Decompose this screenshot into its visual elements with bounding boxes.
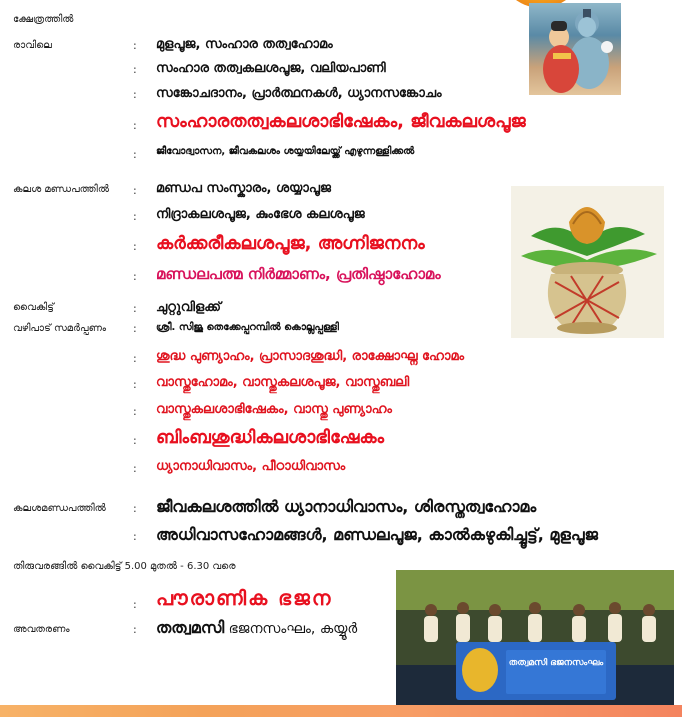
ritual-line-highlight: സംഹാരതത്വകലശാഭിഷേകം, ജീവകലശപൂജ [156,111,526,132]
ritual-line-highlight: ബിംബശുദ്ധികലശാഭിഷേകം [156,427,385,448]
kalasham-pot-icon [511,186,664,338]
ritual-line: സംഹാര തത്വകലശപൂജ, വലിയപാണി [156,61,386,76]
ritual-line: ജീവോദ്വാസന, ജീവകലശം ശയ്യയിലേയ്ക്ക് എഴുന്നള്ളിക്കൽ [156,146,415,157]
colon: : [133,322,137,335]
troupe-scene-icon [396,570,674,705]
performer-group [156,618,357,638]
performer-name: തത്വമസി [156,618,225,637]
ritual-line: വാസ്തുഹോമം, വാസ്തുകലശപൂജ, വാസ്തുബലി [156,375,410,390]
colon: : [133,434,137,447]
colon: : [133,240,137,253]
kalasham-image [511,186,664,338]
ritual-line-highlight: മണ്ഡലപത്മ നിർമ്മാണം, പ്രതിഷ്ഠാഹോമം [156,265,441,283]
section-label-kalasha-mandapam-2: കലശമണ്ഡപത്തിൽ [13,503,106,514]
section-label-thiruvarangu: തിരുവരങ്ങിൽ വൈകിട്ട് 5.00 മുതൽ - 6.30 വരെ [13,561,236,572]
colon: : [133,502,137,515]
colon: : [133,623,137,636]
colon: : [133,598,137,611]
deity-illustration-icon [529,3,621,95]
ritual-line: അധിവാസഹോമങ്ങൾ, മണ്ഡലപൂജ, കാൽകഴുകിച്ചൂട്ട്, മുളപൂജ [156,525,598,544]
section-label-ravile: രാവിലെ [13,40,52,51]
colon: : [133,63,137,76]
colon: : [133,184,137,197]
ritual-line: മുളപൂജ, സംഹാര തത്വഹോമം [156,37,333,52]
colon: : [133,119,137,132]
section-label-kalasha-mandapam: കലശ മണ്ഡപത്തിൽ [13,184,109,195]
performer-place: ഭജനസംഘം, കയ്യൂർ [224,621,358,637]
ritual-line-highlight: കർക്കരീകലശപൂജ, അഗ്നിജനനം [156,233,425,254]
section-label-vaikittu: വൈകിട്ട് [13,302,54,313]
section-label-avatharanam: അവതരണം [13,624,70,635]
ritual-line: നിദ്രാകലശപൂജ, കുംഭേശ കലശപൂജ [156,207,365,222]
section-label-vazhipadu: വഴിപാട് സമർപ്പണം [13,323,107,334]
colon: : [133,210,137,223]
colon: : [133,270,137,283]
bhajan-troupe-photo [396,570,674,705]
bottom-decorative-band [0,705,682,717]
colon: : [133,39,137,52]
offering-sponsor [156,322,339,333]
ritual-line: ധ്യാനാധിവാസം, പീഠാധിവാസം [156,459,346,474]
colon: : [133,378,137,391]
colon: : [133,405,137,418]
colon: : [133,88,137,101]
ritual-line: ജീവകലശത്തിൽ ധ്യാനാധിവാസം, ശിരസ്തത്വഹോമം [156,497,537,516]
shiva-parvati-painting [529,3,621,95]
ritual-line: വാസ്തുകലശാഭിഷേകം, വാസ്തു പുണ്യാഹം [156,402,392,417]
ritual-line: മണ്ഡപ സംസ്കാരം, ശയ്യാപൂജ [156,181,331,196]
sponsor-name: ശ്രീ. സിജു [156,322,204,333]
colon: : [133,530,137,543]
bhajana-title: പൗരാണിക ഭജന [156,586,333,610]
ritual-line: ശുദ്ധ പുണ്യാഹം, പ്രാസാദശുദ്ധി, രാക്ഷോഘ്ന ഹോമം [156,349,465,364]
ritual-line: സങ്കോചദാനം, പ്രാർത്ഥനകൾ, ധ്യാനസങ്കോചം [156,86,442,101]
colon: : [133,302,137,315]
ritual-line: ചുറ്റുവിളക്ക് [156,300,221,315]
section-label-kshethrathil: ക്ഷേത്രത്തിൽ [13,14,74,25]
colon: : [133,352,137,365]
colon: : [133,462,137,475]
banner-text: തത്വമസി ഭജനസംഘം [508,658,604,668]
colon: : [133,148,137,161]
sponsor-house: തെക്കേപ്പറമ്പിൽ കൊല്ലപ്പള്ളി [203,322,339,333]
